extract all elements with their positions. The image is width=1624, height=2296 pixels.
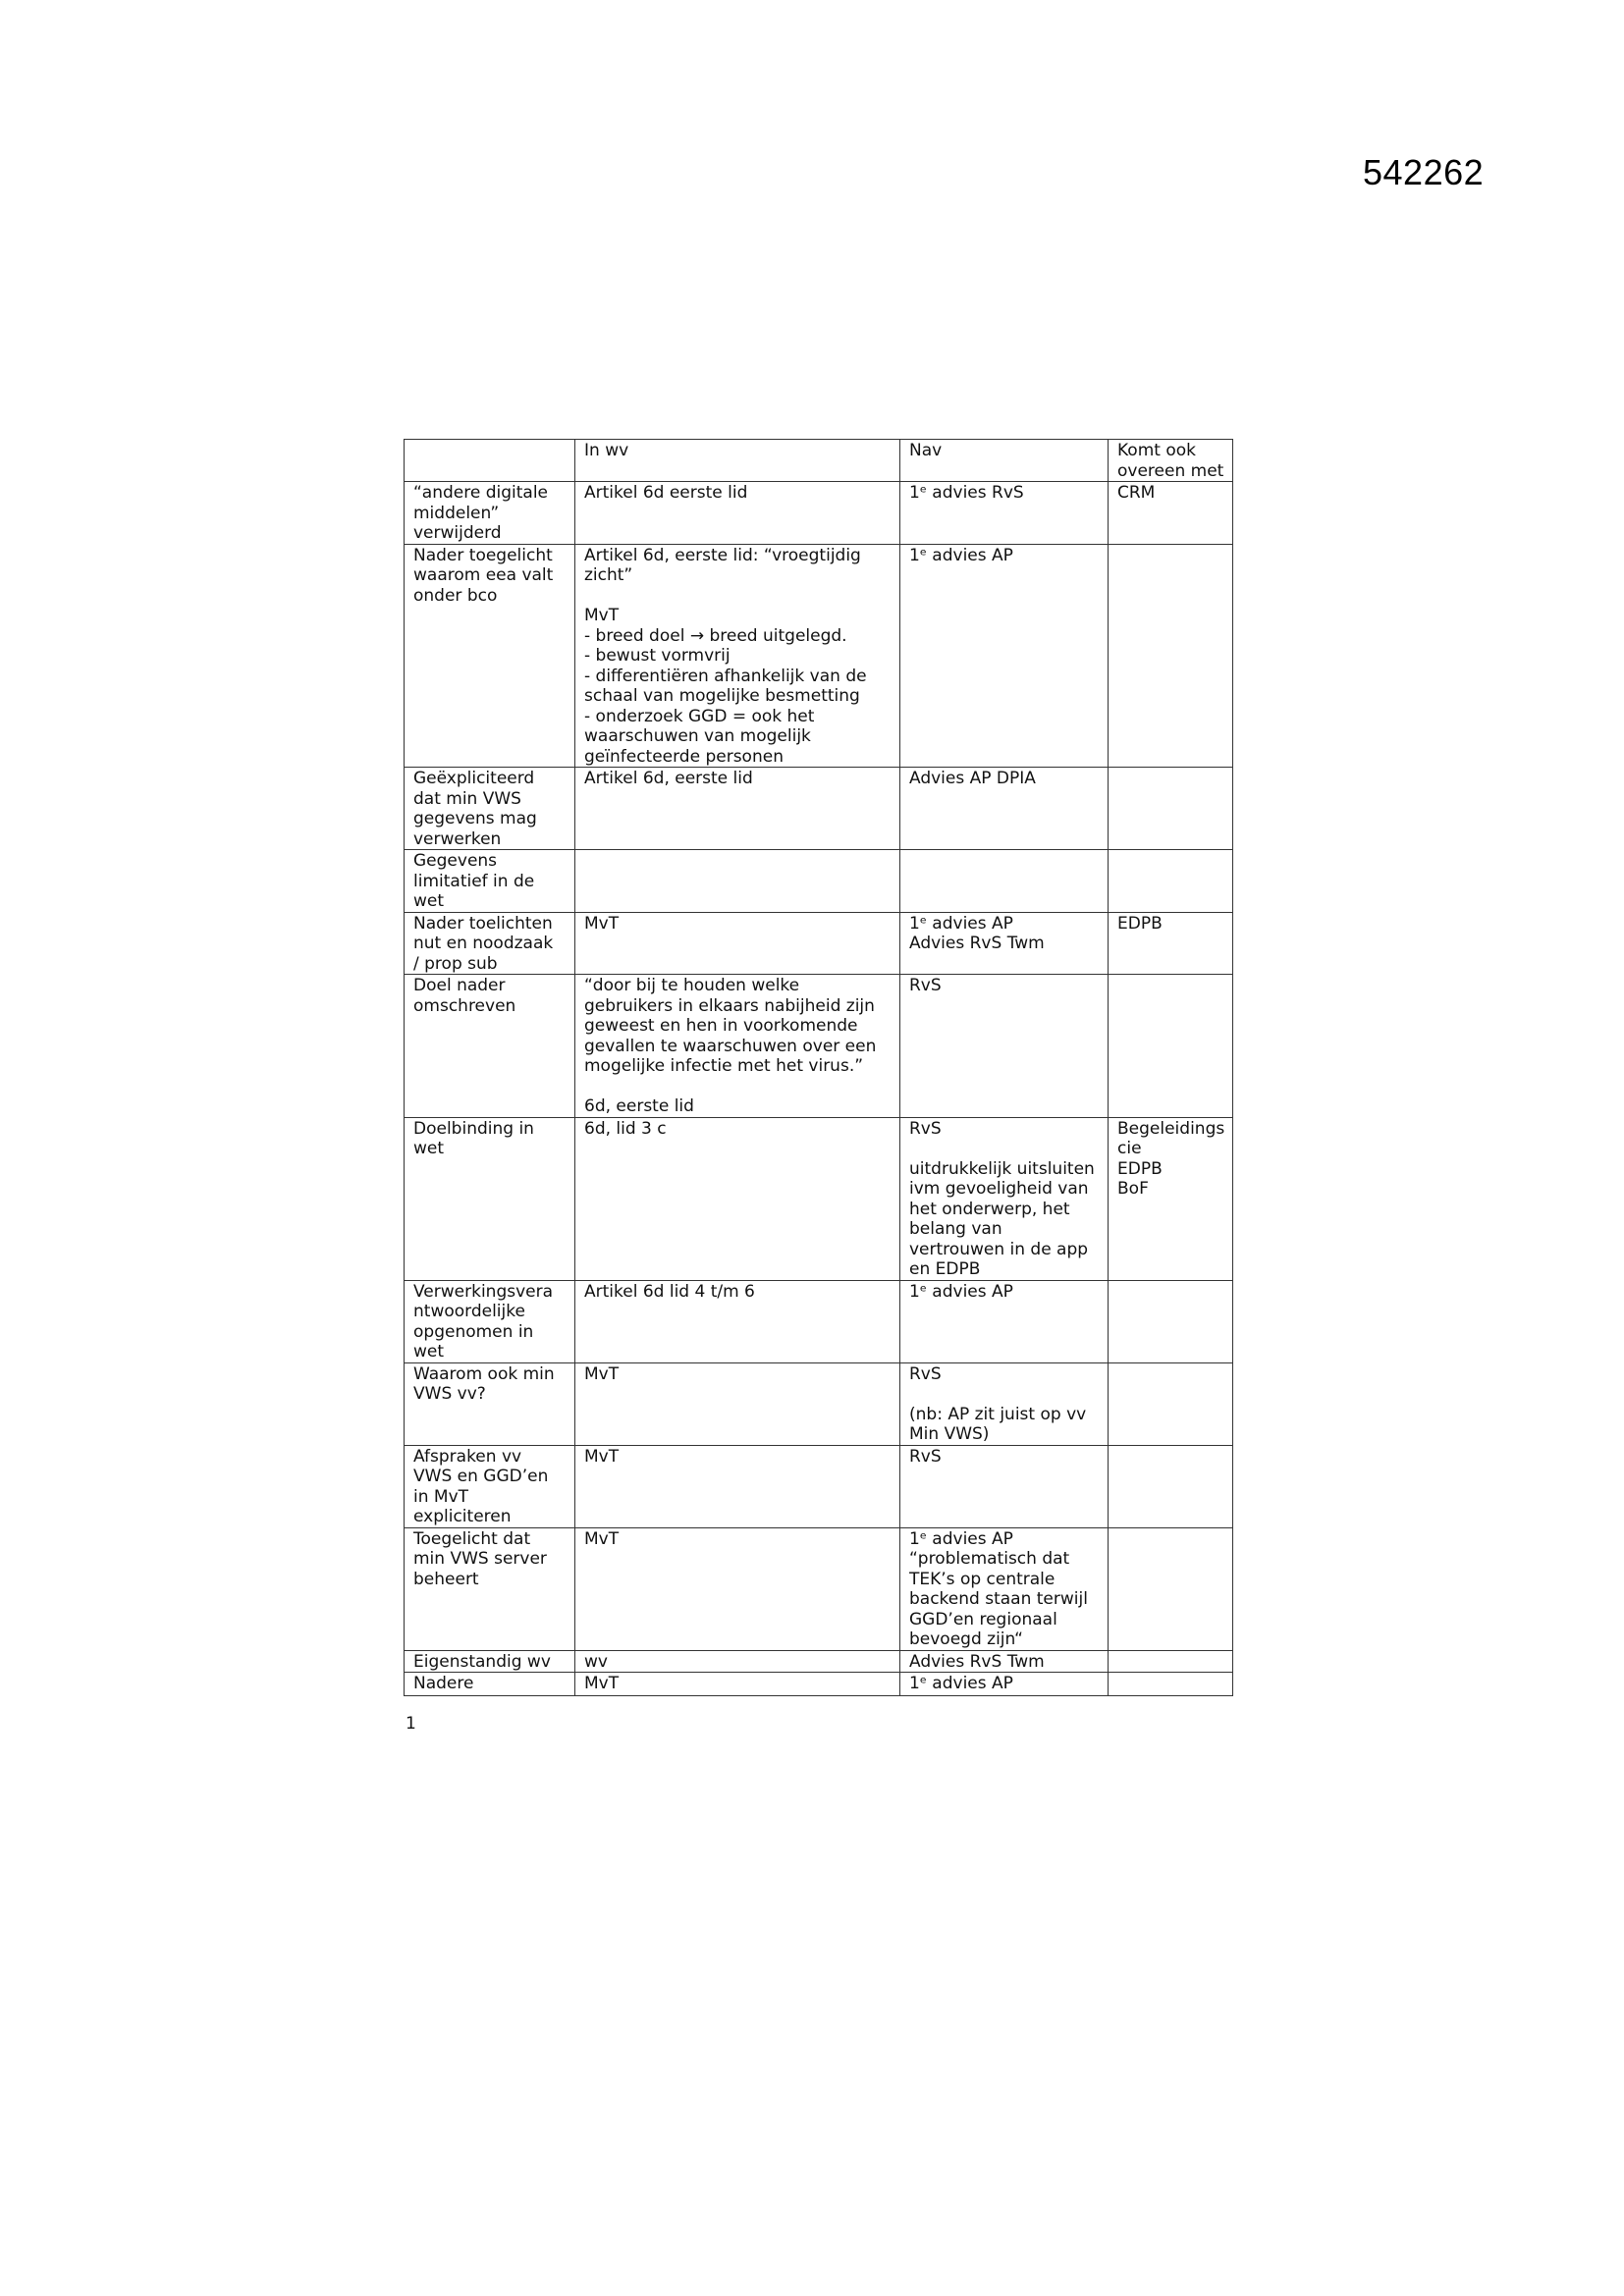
cell-nav (900, 975, 1109, 1118)
cell-text-line: middelen” (413, 503, 500, 523)
table-row (405, 912, 1233, 975)
cell-text-line: Afspraken vv (413, 1446, 522, 1467)
cell-in-wv (575, 975, 900, 1118)
cell-in-wv (575, 1117, 900, 1280)
cell-text-line: / prop sub (413, 953, 498, 974)
cell-text-line: CRM (1117, 483, 1156, 503)
header-cell-topic (405, 440, 575, 482)
cell-text-line: - onderzoek GGD = ook het (584, 706, 815, 726)
cell-text-line: opgenomen in (413, 1321, 534, 1342)
cell-text-line: 1ᵉ advies AP (909, 913, 1013, 934)
cell-text-line: MvT (584, 1674, 620, 1693)
cell-text-line: expliciteren (413, 1507, 512, 1526)
cell-text-line: verwijderd (413, 523, 502, 543)
cell-topic (405, 1117, 575, 1280)
cell-text-line: Artikel 6d, eerste lid (584, 769, 753, 788)
cell-also-matches (1109, 1117, 1233, 1280)
table-body (405, 482, 1233, 1696)
cell-text-line: EDPB (1117, 1158, 1163, 1179)
cell-also-matches (1109, 482, 1233, 545)
cell-in-wv (575, 1280, 900, 1362)
cell-text-line: het onderwerp, het (909, 1199, 1070, 1219)
cell-topic (405, 1527, 575, 1650)
cell-nav (900, 768, 1109, 850)
cell-text-line: backend staan terwijl (909, 1589, 1088, 1609)
cell-text-line: wet (413, 1139, 445, 1158)
cell-in-wv (575, 1650, 900, 1673)
cell-topic (405, 1445, 575, 1527)
table-row (405, 1445, 1233, 1527)
cell-text-line: cie (1117, 1139, 1142, 1158)
cell-text-line: bevoegd zijn“ (909, 1629, 1023, 1649)
cell-also-matches (1109, 850, 1233, 913)
header-cell-also-matches: Komt ook overeen met (1109, 440, 1233, 482)
cell-text-line: “andere digitale (413, 483, 549, 503)
cell-text-line: Min VWS) (909, 1424, 990, 1444)
cell-text-line: MvT (584, 1528, 620, 1549)
cell-text-line: geïnfecteerde personen (584, 746, 784, 767)
cell-topic (405, 1280, 575, 1362)
cell-text-line: 6d, lid 3 c (584, 1118, 667, 1139)
cell-also-matches (1109, 1362, 1233, 1445)
table-row (405, 1362, 1233, 1445)
cell-also-matches (1109, 768, 1233, 850)
cell-text-line: nut en noodzaak (413, 934, 554, 953)
cell-text-line: RvS (909, 1118, 942, 1139)
cell-text-line: MvT (584, 1363, 620, 1384)
cell-text-line: ivm gevoeligheid van (909, 1179, 1089, 1199)
cell-text-line: - differentiëren afhankelijk van de (584, 666, 867, 686)
cell-in-wv (575, 1445, 900, 1527)
cell-text-line: 1ᵉ advies AP (909, 1674, 1013, 1693)
cell-text-line: 1ᵉ advies RvS (909, 483, 1024, 503)
cell-text-line: limitatief in de (413, 871, 535, 891)
cell-nav (900, 544, 1109, 768)
cell-in-wv (575, 912, 900, 975)
cell-text-line: gevallen te waarschuwen over een (584, 1036, 877, 1056)
cell-in-wv (575, 544, 900, 768)
table-header-row (405, 440, 1233, 482)
cell-topic (405, 912, 575, 975)
cell-text-line: onder bco (413, 585, 498, 606)
document-number: 542262 (1363, 152, 1485, 192)
cell-text-line: Gegevens (413, 851, 498, 871)
cell-in-wv (575, 1527, 900, 1650)
cell-text-line: Advies AP DPIA (909, 769, 1036, 788)
cell-topic (405, 1673, 575, 1696)
cell-nav (900, 1650, 1109, 1673)
cell-text-line: beheert (413, 1569, 479, 1589)
cell-topic (405, 768, 575, 850)
cell-text-line: gegevens mag (413, 809, 537, 828)
cell-text-line: Doelbinding in (413, 1118, 534, 1139)
cell-text-line: MvT (584, 606, 620, 625)
cell-text-line: RvS (909, 976, 942, 995)
cell-spacer (909, 1384, 1100, 1405)
cell-text-line: waarom eea valt (413, 565, 554, 585)
cell-also-matches (1109, 1445, 1233, 1527)
cell-text-line: Verwerkingsvera (413, 1281, 554, 1302)
cell-spacer (584, 586, 892, 607)
cell-text-line: schaal van mogelijke besmetting (584, 686, 860, 706)
table-row (405, 768, 1233, 850)
cell-text-line: VWS en GGD’en (413, 1467, 549, 1486)
cell-spacer (909, 1139, 1100, 1159)
cell-text-line: Advies RvS Twm (909, 934, 1045, 953)
advice-table (404, 439, 1233, 1696)
cell-nav (900, 1362, 1109, 1445)
cell-topic (405, 850, 575, 913)
cell-nav (900, 1280, 1109, 1362)
cell-text-line: - breed doel → breed uitgelegd. (584, 625, 847, 646)
cell-text-line: vertrouwen in de app (909, 1239, 1089, 1259)
cell-topic (405, 544, 575, 768)
cell-in-wv (575, 768, 900, 850)
cell-text-line: Advies RvS Twm (909, 1651, 1045, 1672)
cell-text-line: omschreven (413, 995, 516, 1016)
cell-text-line: waarschuwen van mogelijk (584, 726, 811, 746)
table-row (405, 975, 1233, 1118)
cell-text-line: wv (584, 1651, 608, 1672)
footnote-marker: 1 (406, 1714, 416, 1734)
cell-text-line: Artikel 6d, eerste lid: “vroegtijdig (584, 545, 861, 565)
cell-also-matches (1109, 975, 1233, 1118)
cell-nav (900, 912, 1109, 975)
cell-topic (405, 482, 575, 545)
cell-in-wv (575, 1673, 900, 1696)
cell-nav (900, 1117, 1109, 1280)
table-row (405, 1117, 1233, 1280)
cell-text-line: VWS vv? (413, 1384, 486, 1404)
cell-text-line: belang van (909, 1219, 1002, 1239)
cell-nav (900, 850, 1109, 913)
cell-text-line: TEK’s op centrale (909, 1569, 1056, 1589)
cell-also-matches (1109, 1527, 1233, 1650)
cell-in-wv (575, 482, 900, 545)
cell-nav (900, 482, 1109, 545)
table-row (405, 1673, 1233, 1696)
cell-text-line: BoF (1117, 1179, 1149, 1199)
cell-text-line: min VWS server (413, 1549, 547, 1569)
cell-in-wv (575, 1362, 900, 1445)
cell-text-line: en EDPB (909, 1259, 981, 1279)
cell-nav (900, 1673, 1109, 1696)
cell-text-line: 6d, eerste lid (584, 1096, 694, 1116)
cell-text-line: dat min VWS (413, 788, 521, 809)
cell-text-line: Waarom ook min (413, 1363, 555, 1384)
cell-text-line: “door bij te houden welke (584, 976, 800, 995)
cell-also-matches (1109, 544, 1233, 768)
cell-text-line: Nadere (413, 1674, 474, 1693)
cell-topic (405, 975, 575, 1118)
cell-also-matches (1109, 1280, 1233, 1362)
cell-text-line: wet (413, 891, 445, 911)
table-row (405, 1527, 1233, 1650)
cell-nav (900, 1527, 1109, 1650)
cell-text-line: Begeleidings (1117, 1118, 1225, 1139)
table-row (405, 1650, 1233, 1673)
cell-also-matches (1109, 1650, 1233, 1673)
cell-also-matches (1109, 1673, 1233, 1696)
cell-text-line: (nb: AP zit juist op vv (909, 1404, 1087, 1424)
cell-text-line: Artikel 6d lid 4 t/m 6 (584, 1281, 755, 1302)
cell-text-line: mogelijke infectie met het virus.” (584, 1056, 864, 1076)
cell-text-line: wet (413, 1342, 445, 1362)
cell-text-line: Artikel 6d eerste lid (584, 483, 748, 503)
cell-text-line: geweest en hen in voorkomende (584, 1016, 858, 1036)
cell-text-line: zicht” (584, 565, 633, 585)
cell-text-line: 1ᵉ advies AP (909, 545, 1013, 565)
cell-text-line: 1ᵉ advies AP (909, 1528, 1013, 1549)
cell-text-line: GGD’en regionaal (909, 1609, 1057, 1629)
cell-text-line: Toegelicht dat (413, 1528, 531, 1549)
cell-text-line: gebruikers in elkaars nabijheid zijn (584, 995, 875, 1016)
cell-also-matches (1109, 912, 1233, 975)
cell-text-line: Eigenstandig wv (413, 1651, 551, 1672)
cell-topic (405, 1362, 575, 1445)
cell-text-line: uitdrukkelijk uitsluiten (909, 1158, 1095, 1179)
cell-spacer (584, 1077, 892, 1097)
header-cell-in-wv: In wv (575, 440, 900, 482)
cell-text-line: MvT (584, 1446, 620, 1467)
table-row (405, 482, 1233, 545)
table-row (405, 1280, 1233, 1362)
cell-text-line: Doel nader (413, 976, 506, 995)
cell-text-line: - bewust vormvrij (584, 646, 731, 666)
cell-in-wv (575, 850, 900, 913)
cell-text-line: in MvT (413, 1486, 469, 1507)
cell-text-line: ntwoordelijke (413, 1302, 525, 1321)
cell-text-line: RvS (909, 1446, 942, 1467)
cell-text-line: MvT (584, 913, 620, 934)
cell-text-line: 1ᵉ advies AP (909, 1281, 1013, 1302)
cell-text-line: EDPB (1117, 913, 1163, 934)
table-row (405, 850, 1233, 913)
cell-text-line: Geëxpliciteerd (413, 769, 535, 788)
table-row (405, 544, 1233, 768)
cell-text-line: RvS (909, 1363, 942, 1384)
cell-topic (405, 1650, 575, 1673)
cell-nav (900, 1445, 1109, 1527)
cell-text-line: “problematisch dat (909, 1549, 1070, 1569)
cell-text-line: Nader toegelicht (413, 545, 553, 565)
cell-text-line: Nader toelichten (413, 913, 553, 934)
cell-text-line: verwerken (413, 828, 502, 849)
header-cell-nav: Nav (900, 440, 1109, 482)
